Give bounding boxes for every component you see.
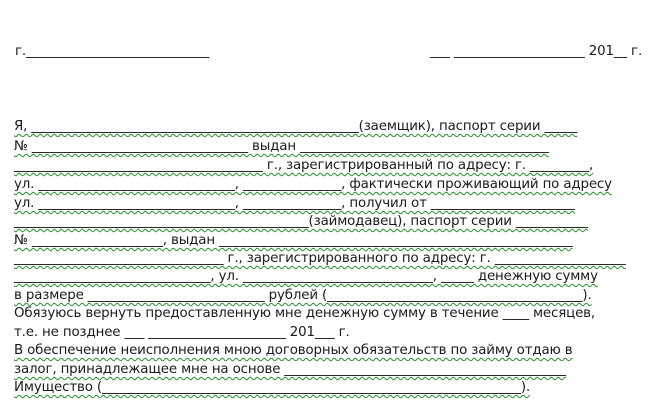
text-line-13: В обеспечение неисполнения мною договорных обязательств по займу отдаю в bbox=[14, 343, 573, 358]
text-line-8: ________________________________ г., зарегистрированного по адресу: г. ____________________ bbox=[14, 251, 626, 266]
text-line-3: ______________________________________ г., зарегистрированный по адресу: г. _________, bbox=[14, 158, 594, 173]
text-line-14: залог, принадлежащее мне на основе ___________________________________________ bbox=[14, 362, 566, 377]
text-line-5: ул. ______________________________, _______________, получил от ______________________ bbox=[14, 196, 575, 211]
text-line-9: ______________________________, ул. _____________________________, _____ денежную сумму bbox=[14, 269, 598, 284]
text-line-10: в размере ___________________________ рублей (_______________________________________). bbox=[14, 288, 592, 303]
text-line-2: № _________________________________ выдан ______________________________________ bbox=[14, 139, 549, 154]
text-line-7: № ____________________, выдан ______________________________________________________ bbox=[14, 233, 573, 248]
date-line: ___ ____________________ 201__ г. bbox=[430, 44, 643, 59]
text-line-12: т.е. не позднее ___ _____________________ 201___ г. bbox=[14, 325, 350, 340]
text-line-11: Обязуюсь вернуть предоставленную мне денежную сумму в течение ____ месяцев, bbox=[14, 306, 596, 321]
text-line-4: ул. ______________________________, _______________, фактически проживающий по адресу bbox=[14, 177, 612, 192]
text-line-1: Я, __________________________________________________(заемщик), паспорт серии _____ bbox=[14, 119, 578, 134]
text-line-15: Имущество (________________________________________________________________). bbox=[14, 380, 531, 395]
text-line-6: _____________________________________________(займодавец), паспорт серии ___________ bbox=[14, 214, 588, 229]
city-line: г.____________________________ bbox=[15, 44, 210, 59]
